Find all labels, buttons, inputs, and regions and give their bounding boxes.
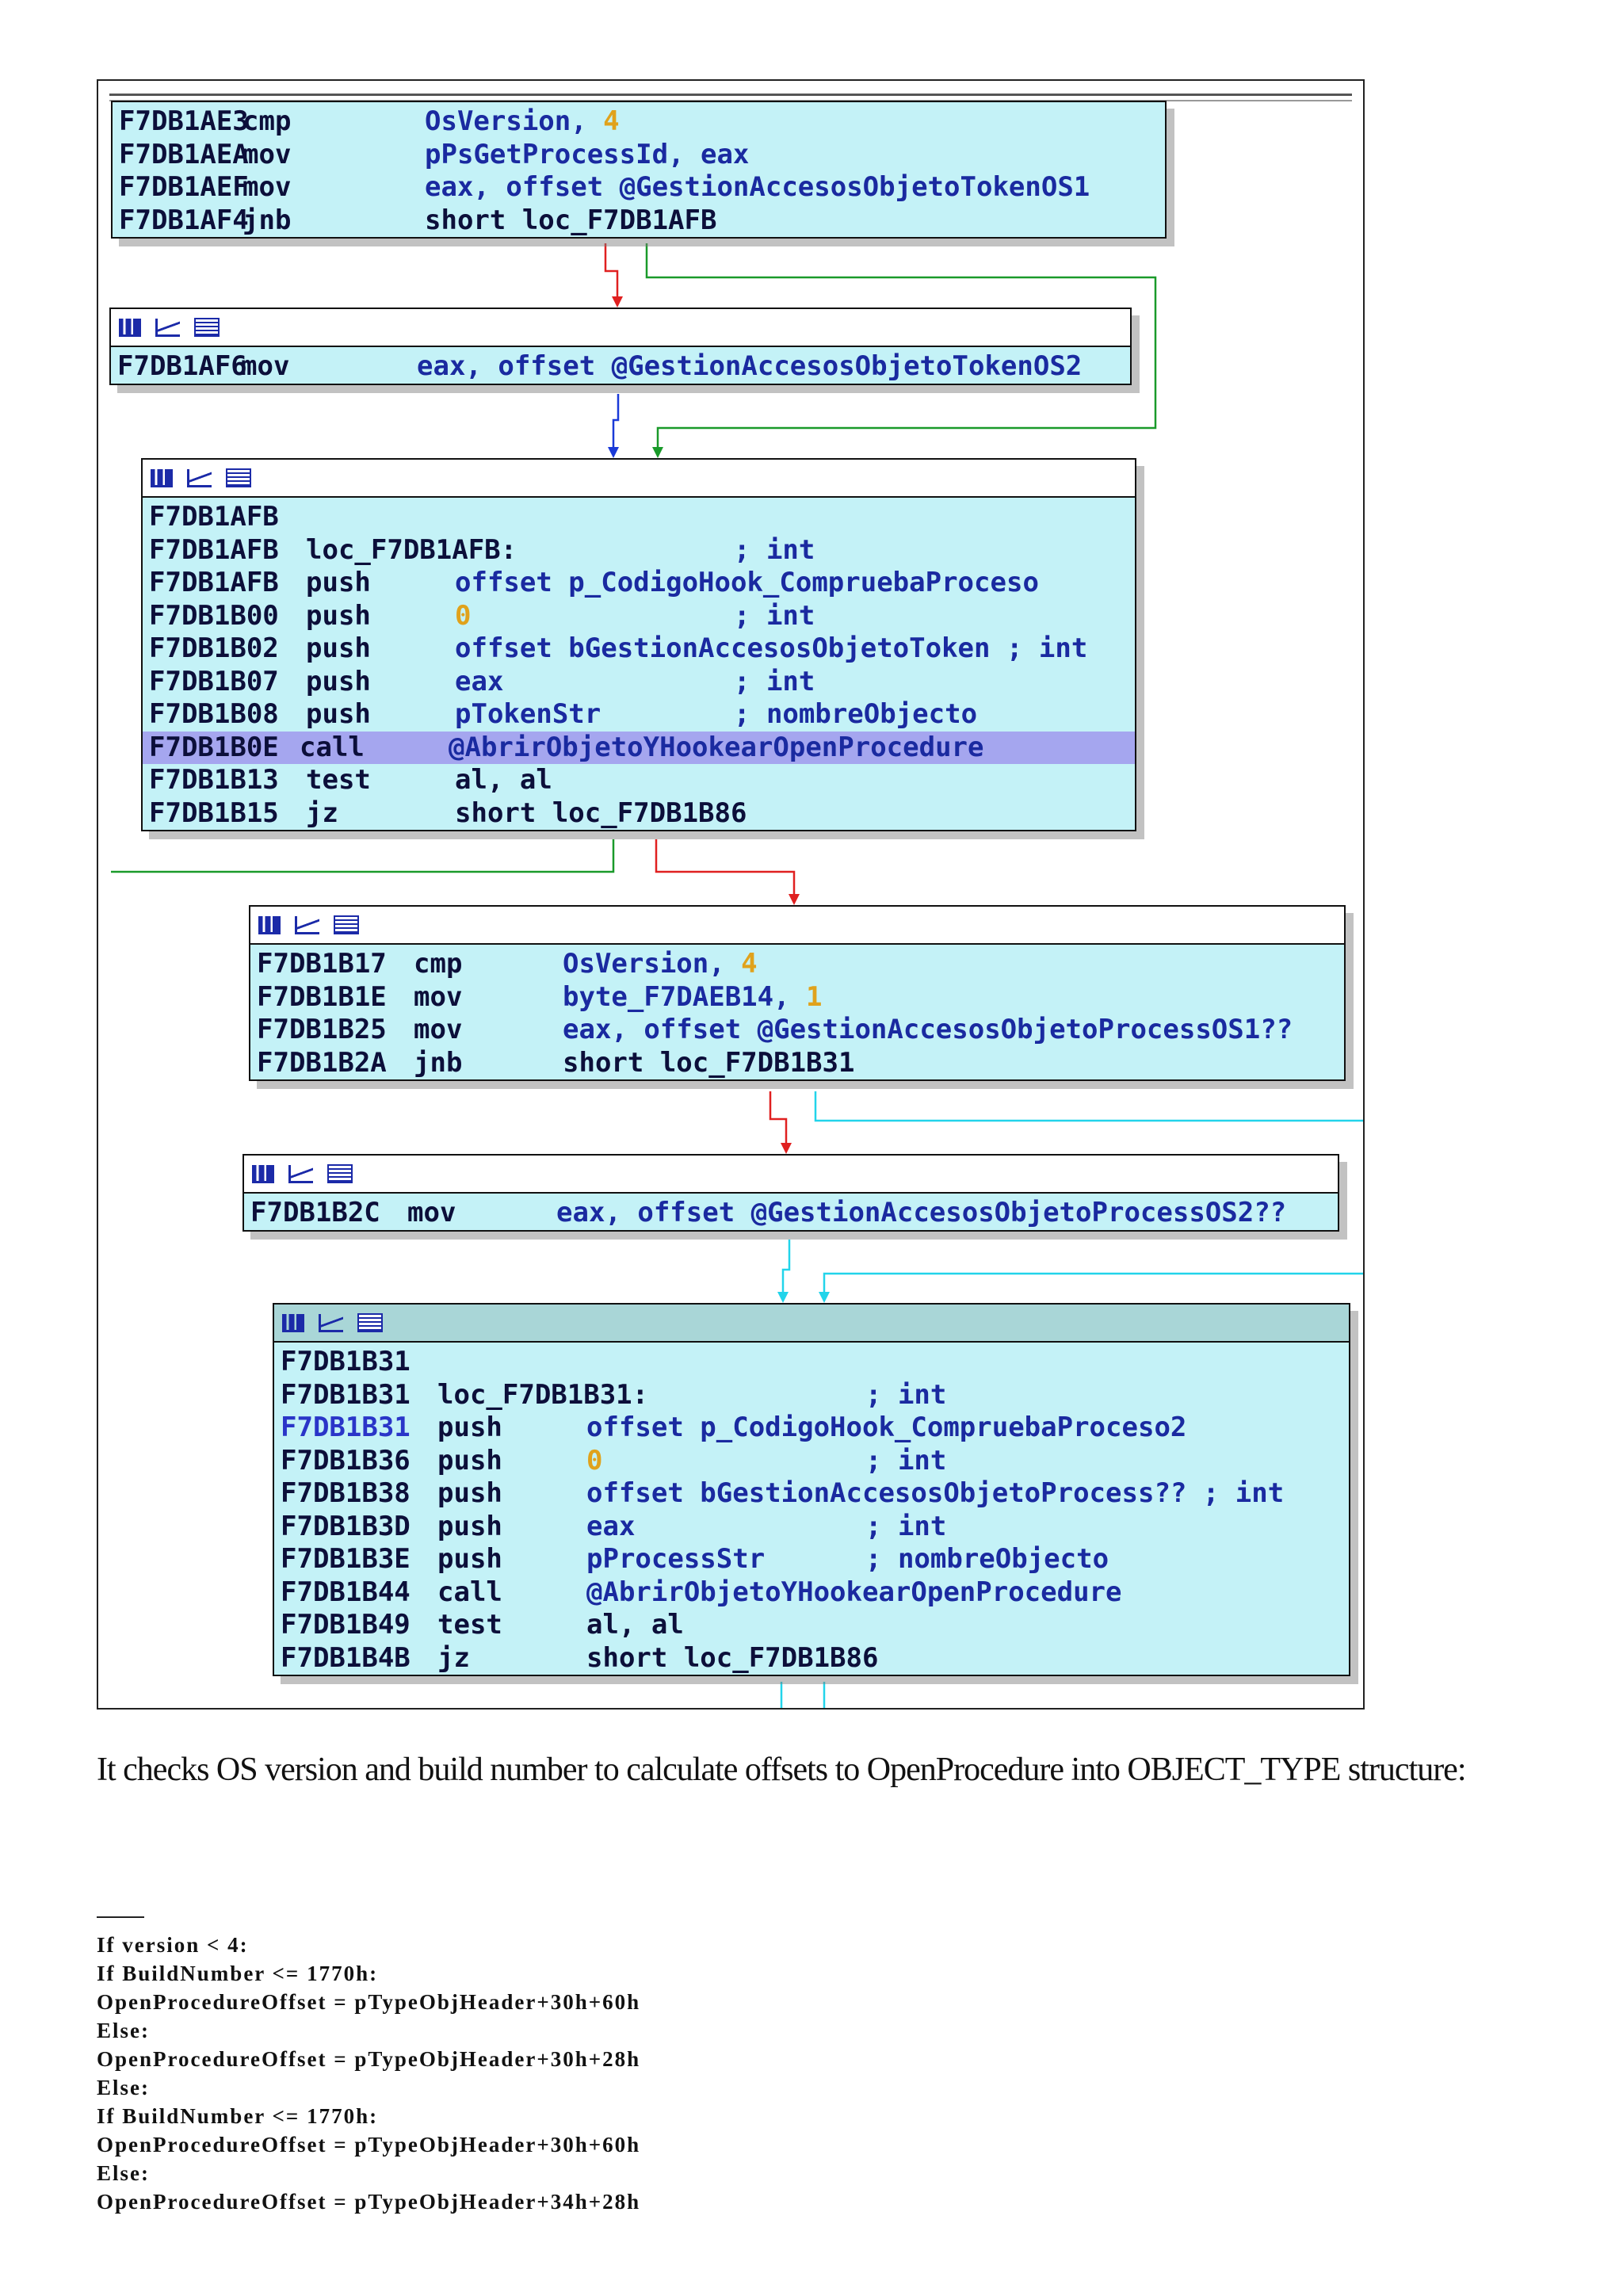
- edge-b4-b5: [770, 1091, 786, 1151]
- disassembly-graph-figure: [97, 79, 1365, 1710]
- code-block[interactable]: [273, 1303, 1350, 1676]
- code-line[interactable]: [281, 1346, 1349, 1379]
- instruction-operands: [563, 948, 758, 981]
- edge-b2-b3: [613, 394, 618, 455]
- instruction-address: F7DB1AEA: [119, 138, 249, 170]
- instruction-operands: [455, 698, 601, 732]
- operand-text: @AbrirObjetoYHookearOpenProcedure: [586, 1576, 1122, 1608]
- instruction-operands: [425, 139, 749, 172]
- instruction-mnemonic: call: [300, 731, 365, 763]
- instruction-address: F7DB1AFB: [149, 501, 279, 533]
- pseudocode-block: [97, 1931, 640, 2216]
- operand-text: al, al: [455, 764, 552, 796]
- operand-text: short loc_F7DB1B31: [563, 1046, 855, 1079]
- code-line[interactable]: [119, 204, 1165, 238]
- instruction-address: F7DB1B36: [281, 1444, 411, 1477]
- code-block[interactable]: [109, 308, 1132, 385]
- instruction-mnemonic: mov: [241, 350, 290, 382]
- code-line[interactable]: [149, 797, 1135, 831]
- instruction-address: F7DB1AEF: [119, 171, 249, 203]
- operand-text: short loc_F7DB1B86: [455, 797, 747, 829]
- instruction-address: F7DB1B25: [257, 1014, 387, 1045]
- operand-text: pPsGetProcessId, eax: [425, 138, 750, 170]
- instruction-address: F7DB1AE3: [119, 105, 249, 137]
- instruction-mnemonic: jz: [437, 1641, 470, 1674]
- instruction-operands: [455, 797, 747, 831]
- instruction-mnemonic: call: [437, 1576, 502, 1608]
- edge-right-b6: [824, 1274, 1365, 1300]
- instruction-address: F7DB1B49: [281, 1609, 411, 1641]
- code-line[interactable]: [119, 171, 1165, 204]
- graph-icon[interactable]: [151, 469, 173, 487]
- code-line[interactable]: [149, 698, 1135, 732]
- instruction-address: F7DB1B07: [149, 665, 279, 697]
- instruction-operands: [455, 666, 503, 699]
- chart-icon[interactable]: [155, 319, 180, 337]
- code-line[interactable]: [149, 567, 1135, 600]
- instruction-address: F7DB1AF6: [117, 350, 247, 382]
- operand-text: eax, offset @GestionAccesosObjetoProcessOS2??: [556, 1197, 1287, 1228]
- edge-b3-b4: [656, 839, 794, 902]
- chart-icon[interactable]: [187, 469, 212, 487]
- instruction-comment: ; int: [734, 665, 815, 697]
- instruction-mnemonic: push: [437, 1543, 502, 1575]
- block-titlebar[interactable]: [244, 1156, 1338, 1194]
- instruction-mnemonic: cmp: [414, 948, 463, 980]
- code-line[interactable]: [143, 732, 1135, 765]
- numeric-literal: 0: [586, 1444, 603, 1477]
- code-line[interactable]: [281, 1576, 1349, 1610]
- text-icon[interactable]: [357, 1313, 383, 1332]
- instruction-mnemonic: test: [306, 764, 371, 796]
- instruction-address: F7DB1B31: [281, 1346, 411, 1377]
- operand-text: eax, offset @GestionAccesosObjetoTokenOS2: [417, 350, 1083, 382]
- code-line[interactable]: [281, 1609, 1349, 1642]
- edge-b4-right: [815, 1091, 1365, 1121]
- instruction-mnemonic: push: [437, 1444, 502, 1477]
- pseudocode-line: OpenProcedureOffset = pTypeObjHeader+30h+60h: [97, 2133, 641, 2157]
- code-line[interactable]: [119, 105, 1165, 139]
- instruction-operands: [586, 1609, 684, 1642]
- text-icon[interactable]: [226, 468, 251, 487]
- instruction-operands: [586, 1511, 635, 1544]
- instruction-mnemonic: jz: [306, 797, 338, 829]
- operand-text: short loc_F7DB1B86: [586, 1641, 879, 1674]
- instruction-operands: [563, 1014, 1293, 1047]
- instruction-address: F7DB1B13: [149, 764, 279, 796]
- instruction-mnemonic: push: [437, 1510, 502, 1542]
- instruction-mnemonic: loc_F7DB1AFB:: [306, 533, 517, 566]
- instruction-mnemonic: mov: [242, 171, 292, 203]
- instruction-comment: ; int: [865, 1510, 947, 1542]
- code-line[interactable]: [119, 139, 1165, 172]
- block-titlebar[interactable]: [274, 1305, 1349, 1343]
- instruction-address: F7DB1B02: [149, 632, 279, 664]
- operand-text: offset p_CodigoHook_CompruebaProceso: [455, 567, 1039, 598]
- code-line[interactable]: [257, 981, 1344, 1014]
- instruction-operands: [425, 204, 716, 238]
- operand-text: offset p_CodigoHook_CompruebaProceso2: [586, 1412, 1187, 1443]
- instruction-address: F7DB1B0E: [149, 731, 279, 763]
- instruction-mnemonic: push: [306, 698, 371, 730]
- instruction-address: F7DB1B3E: [281, 1543, 411, 1575]
- instruction-operands: [455, 764, 552, 797]
- instruction-operands: [586, 1445, 602, 1478]
- instruction-operands: [586, 1412, 1186, 1445]
- operand-text: al, al: [586, 1609, 684, 1641]
- operand-text: byte_F7DAEB14,: [563, 980, 807, 1013]
- pseudocode-line: If BuildNumber <= 1770h:: [97, 1962, 379, 1985]
- instruction-comment: ; nombreObjecto: [734, 698, 978, 730]
- instruction-address: F7DB1B2C: [250, 1197, 380, 1228]
- graph-icon[interactable]: [258, 916, 281, 934]
- block-titlebar[interactable]: [250, 907, 1344, 945]
- instruction-operands: [417, 350, 1082, 384]
- instruction-operands: [586, 1477, 1284, 1511]
- instruction-address: F7DB1B3D: [281, 1510, 411, 1542]
- instruction-address: F7DB1B31: [281, 1378, 411, 1411]
- instruction-mnemonic: push: [437, 1412, 502, 1443]
- instruction-mnemonic: push: [306, 567, 371, 598]
- instruction-mnemonic: mov: [414, 980, 463, 1013]
- instruction-mnemonic: cmp: [242, 105, 292, 137]
- code-line[interactable]: [281, 1445, 1349, 1478]
- instruction-address: F7DB1B00: [149, 599, 279, 632]
- text-icon[interactable]: [194, 318, 220, 337]
- code-line[interactable]: [250, 1197, 1338, 1230]
- instruction-operands: [455, 632, 1087, 666]
- graph-icon[interactable]: [119, 319, 141, 337]
- operand-text: eax, offset @GestionAccesosObjetoProcessOS1??: [563, 1014, 1293, 1045]
- graph-icon[interactable]: [282, 1314, 304, 1332]
- numeric-literal: 4: [603, 105, 620, 137]
- instruction-address: F7DB1B4B: [281, 1641, 411, 1674]
- instruction-address: F7DB1B08: [149, 698, 279, 730]
- operand-text: pTokenStr: [455, 698, 601, 730]
- code-line[interactable]: [149, 534, 1135, 567]
- operand-text: pProcessStr: [586, 1543, 766, 1575]
- instruction-address: F7DB1B31: [281, 1412, 411, 1443]
- code-block[interactable]: [111, 101, 1167, 239]
- instruction-mnemonic: push: [306, 632, 371, 664]
- block-titlebar[interactable]: [143, 460, 1135, 498]
- instruction-operands: [563, 981, 823, 1014]
- operand-text: eax, offset @GestionAccesosObjetoTokenOS1: [425, 171, 1090, 203]
- code-line[interactable]: [257, 1047, 1344, 1080]
- instruction-address: F7DB1B2A: [257, 1046, 387, 1079]
- edge-b1-b2: [605, 243, 617, 304]
- instruction-mnemonic: push: [437, 1477, 502, 1509]
- instruction-operands: [425, 105, 620, 139]
- instruction-address: F7DB1B1E: [257, 980, 387, 1013]
- instruction-address: F7DB1B44: [281, 1576, 411, 1608]
- numeric-literal: 4: [741, 948, 758, 980]
- pseudocode-line: Else:: [97, 2161, 150, 2185]
- code-line[interactable]: [257, 1014, 1344, 1047]
- instruction-operands: [425, 171, 1090, 204]
- operand-text: OsVersion,: [425, 105, 604, 137]
- code-line[interactable]: [281, 1412, 1349, 1445]
- edge-b5-b6: [783, 1240, 789, 1300]
- instruction-comment: ; int: [865, 1444, 947, 1477]
- caption-text: It checks OS version and build number to calculate offsets to OpenProcedure into OBJECT_TYPE structure:: [97, 1752, 1466, 1788]
- instruction-mnemonic: loc_F7DB1B31:: [437, 1378, 649, 1411]
- pseudocode-line: If BuildNumber <= 1770h:: [97, 2104, 379, 2128]
- code-block[interactable]: [249, 905, 1346, 1081]
- instruction-address: F7DB1AF4: [119, 204, 249, 236]
- text-icon[interactable]: [334, 915, 359, 934]
- operand-text: eax: [586, 1510, 636, 1542]
- instruction-operands: [455, 600, 471, 633]
- instruction-operands: [586, 1642, 878, 1675]
- instruction-operands: [455, 567, 1039, 600]
- instruction-mnemonic: push: [306, 599, 371, 632]
- code-line[interactable]: [149, 764, 1135, 797]
- instruction-operands: [563, 1047, 854, 1080]
- code-line[interactable]: [149, 501, 1135, 534]
- instruction-mnemonic: push: [306, 665, 371, 697]
- instruction-mnemonic: mov: [407, 1197, 456, 1228]
- pseudocode-line: If version < 4:: [97, 1933, 249, 1957]
- pseudocode-line: OpenProcedureOffset = pTypeObjHeader+30h+28h: [97, 2047, 641, 2071]
- code-line[interactable]: [257, 948, 1344, 981]
- chart-icon[interactable]: [288, 1165, 313, 1183]
- instruction-mnemonic: test: [437, 1609, 502, 1641]
- instruction-mnemonic: jnb: [242, 204, 292, 236]
- instruction-comment: ; int: [734, 599, 815, 632]
- instruction-operands: [586, 1543, 765, 1576]
- numeric-literal: 0: [455, 599, 472, 632]
- code-line[interactable]: [149, 600, 1135, 633]
- numeric-literal: 1: [806, 980, 823, 1013]
- instruction-mnemonic: mov: [414, 1014, 463, 1045]
- chart-icon[interactable]: [295, 916, 319, 934]
- code-line[interactable]: [117, 350, 1130, 384]
- code-line[interactable]: [281, 1477, 1349, 1511]
- code-line[interactable]: [149, 666, 1135, 699]
- code-block[interactable]: [141, 458, 1136, 831]
- instruction-address: F7DB1AFB: [149, 533, 279, 566]
- separator-rule: [97, 1916, 144, 1918]
- code-line[interactable]: [149, 632, 1135, 666]
- operand-text: offset bGestionAccesosObjetoProcess?? ; int: [586, 1477, 1285, 1509]
- operand-text: eax: [455, 665, 504, 697]
- operand-text: short loc_F7DB1AFB: [425, 204, 717, 236]
- instruction-address: F7DB1B38: [281, 1477, 411, 1509]
- instruction-operands: [556, 1197, 1286, 1230]
- instruction-comment: ; int: [734, 533, 815, 566]
- pseudocode-line: Else:: [97, 2019, 150, 2042]
- instruction-mnemonic: jnb: [414, 1046, 463, 1079]
- instruction-comment: ; int: [865, 1378, 947, 1411]
- pseudocode-line: OpenProcedureOffset = pTypeObjHeader+34h+28h: [97, 2190, 641, 2214]
- instruction-operands: [586, 1576, 1122, 1610]
- pseudocode-line: Else:: [97, 2076, 150, 2099]
- instruction-mnemonic: mov: [242, 138, 292, 170]
- code-line[interactable]: [281, 1379, 1349, 1412]
- chart-icon[interactable]: [319, 1314, 343, 1332]
- operand-text: offset bGestionAccesosObjetoToken ; int: [455, 632, 1088, 664]
- instruction-address: F7DB1B17: [257, 948, 387, 980]
- text-icon[interactable]: [327, 1164, 353, 1183]
- instruction-comment: ; nombreObjecto: [865, 1543, 1109, 1575]
- code-line[interactable]: [281, 1511, 1349, 1544]
- instruction-address: F7DB1B15: [149, 797, 279, 829]
- operand-text: @AbrirObjetoYHookearOpenProcedure: [449, 731, 984, 763]
- operand-text: OsVersion,: [563, 948, 742, 980]
- code-line[interactable]: [281, 1543, 1349, 1576]
- instruction-address: F7DB1AFB: [149, 567, 279, 598]
- instruction-operands: [449, 732, 984, 765]
- graph-icon[interactable]: [252, 1165, 274, 1183]
- pseudocode-line: OpenProcedureOffset = pTypeObjHeader+30h+60h: [97, 1990, 641, 2014]
- code-line[interactable]: [281, 1642, 1349, 1675]
- edge-b3-left: [111, 839, 613, 872]
- code-block[interactable]: [242, 1154, 1339, 1232]
- block-titlebar[interactable]: [111, 309, 1130, 347]
